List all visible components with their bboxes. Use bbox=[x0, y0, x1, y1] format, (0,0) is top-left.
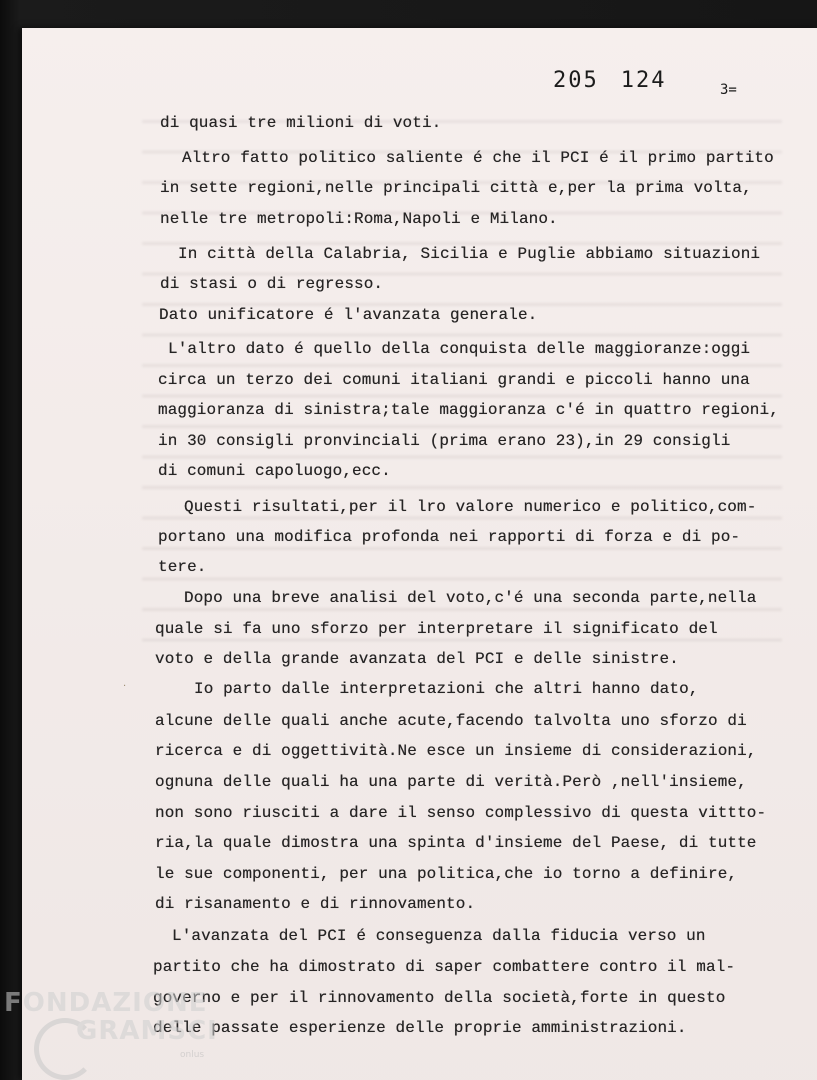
watermark-line1: FONDAZIONE bbox=[4, 988, 208, 1018]
watermark-line2: GRAMSCI bbox=[76, 1016, 218, 1046]
folio-left-number: 205 bbox=[553, 68, 599, 93]
text-line: L'avanzata del PCI é conseguenza dalla fiducia verso un bbox=[172, 927, 706, 945]
text-line: partito che ha dimostrato di saper combattere contro il mal- bbox=[153, 958, 736, 976]
folio-number bbox=[553, 68, 667, 93]
text-line: delle passate esperienze delle proprie amministrazioni. bbox=[153, 1019, 687, 1037]
text-line: tere. bbox=[158, 558, 207, 576]
text-line: quale si fa uno sforzo per interpretare il significato del bbox=[155, 620, 718, 638]
paper-speck: · bbox=[123, 681, 127, 692]
text-line: Dopo una breve analisi del voto,c'é una seconda parte,nella bbox=[184, 589, 757, 607]
text-line: in sette regioni,nelle principali città e,per la prima volta, bbox=[160, 179, 752, 197]
text-line: di risanamento e di rinnovamento. bbox=[155, 895, 476, 913]
text-line: ognuna delle quali ha una parte di verità.Però ,nell'insieme, bbox=[155, 773, 747, 791]
text-line: di quasi tre milioni di voti. bbox=[160, 114, 442, 132]
text-line: Dato unificatore é l'avanzata generale. bbox=[159, 306, 538, 324]
fondazione-gramsci-watermark bbox=[4, 988, 224, 1080]
text-line: In città della Calabria, Sicilia e Puglie abbiamo situazioni bbox=[178, 245, 761, 263]
text-line: di stasi o di regresso. bbox=[160, 275, 384, 293]
text-line: portano una modifica profonda nei rapporti di forza e di po- bbox=[158, 528, 741, 546]
text-line: nelle tre metropoli:Roma,Napoli e Milano. bbox=[160, 210, 558, 228]
text-line: Altro fatto politico saliente é che il PCI é il primo partito bbox=[182, 149, 774, 167]
sheet-mark: 3= bbox=[720, 82, 737, 98]
text-line: di comuni capoluogo,ecc. bbox=[158, 462, 391, 480]
text-line: L'altro dato é quello della conquista delle maggioranze:oggi bbox=[168, 340, 751, 358]
text-line: ricerca e di oggettività.Ne esce un insieme di considerazioni, bbox=[155, 742, 757, 760]
typewritten-page bbox=[22, 28, 817, 1080]
text-line: Questi risultati,per il lro valore numerico e politico,com- bbox=[184, 498, 757, 516]
watermark-line3: onlus bbox=[180, 1050, 205, 1060]
text-line: voto e della grande avanzata del PCI e delle sinistre. bbox=[155, 650, 679, 668]
text-line: maggioranza di sinistra;tale maggioranza c'é in quattro regioni, bbox=[158, 401, 779, 419]
text-line: non sono riusciti a dare il senso complessivo di questa vittto- bbox=[155, 804, 767, 822]
text-line: le sue componenti, per una politica,che io torno a definire, bbox=[155, 865, 738, 883]
folio-right-number: 124 bbox=[620, 68, 667, 93]
text-line: Io parto dalle interpretazioni che altri hanno dato, bbox=[194, 680, 699, 698]
text-line: governo e per il rinnovamento della società,forte in questo bbox=[153, 989, 726, 1007]
text-line: in 30 consigli pronvinciali (prima erano 23),in 29 consigli bbox=[158, 432, 731, 450]
text-line: circa un terzo dei comuni italiani grandi e piccoli hanno una bbox=[158, 371, 750, 389]
text-line: alcune delle quali anche acute,facendo talvolta uno sforzo di bbox=[155, 712, 747, 730]
text-line: ria,la quale dimostra una spinta d'insieme del Paese, di tutte bbox=[155, 834, 757, 852]
